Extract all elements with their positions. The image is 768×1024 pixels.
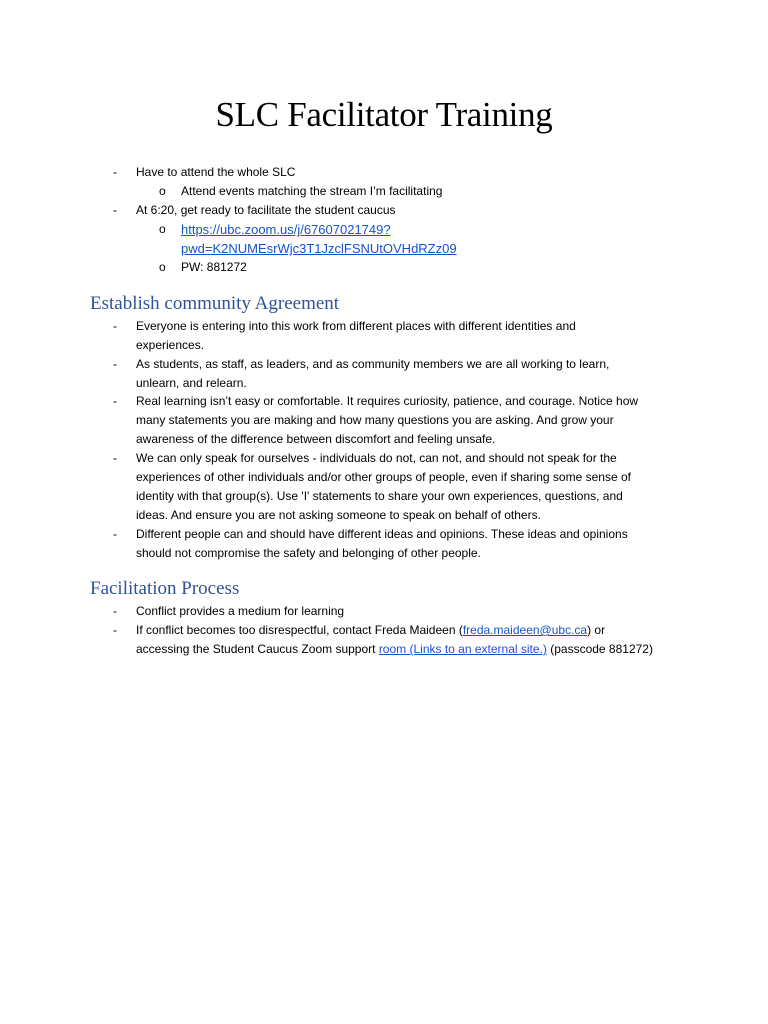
agreement-item-3-line-3: awareness of the difference between discomfort and feeling unsafe.	[136, 432, 496, 446]
bullet-circle: o	[159, 260, 166, 274]
agreement-item-3-line-1: Real learning isn’t easy or comfortable. It requires curiosity, patience, and courage. Notice how	[136, 394, 639, 408]
document-title: SLC Facilitator Training	[215, 95, 553, 134]
agreement-item-4-line-1: We can only speak for ourselves - individuals do not, can not, and should not speak for the	[136, 451, 617, 465]
zoom-support-text: accessing the Student Caucus Zoom support	[136, 642, 379, 656]
bullet-dash: -	[113, 165, 117, 179]
zoom-link-line-1[interactable]: https://ubc.zoom.us/j/67607021749?	[181, 222, 391, 237]
bullet-circle: o	[159, 222, 166, 236]
list-item-facilitate-caucus: At 6:20, get ready to facilitate the student caucus	[136, 203, 396, 217]
contact-text-end: ) or	[587, 623, 606, 637]
bullet-dash: -	[113, 604, 117, 618]
passcode-text: (passcode 881272)	[546, 642, 653, 656]
agreement-item-5-line-1: Different people can and should have different ideas and opinions. These ideas and opinions	[136, 527, 628, 541]
room-link[interactable]: room (Links to an external site.)	[378, 642, 547, 656]
contact-text: If conflict becomes too disrespectful, contact Freda Maideen (	[136, 623, 463, 637]
list-item-attend-events: Attend events matching the stream I’m facilitating	[181, 184, 443, 198]
bullet-dash: -	[113, 203, 117, 217]
bullet-dash: -	[113, 527, 117, 541]
list-item-attend-slc: Have to attend the whole SLC	[136, 165, 296, 179]
heading-community-agreement: Establish community Agreement	[90, 293, 340, 314]
facilitation-item-contact-line-2	[136, 640, 653, 659]
agreement-item-1-line-2: experiences.	[136, 338, 205, 352]
bullet-dash: -	[113, 623, 117, 637]
agreement-item-5-line-2: should not compromise the safety and belonging of other people.	[136, 546, 481, 560]
bullet-dash: -	[113, 319, 117, 333]
bullet-dash: -	[113, 451, 117, 465]
zoom-link-line-2[interactable]: pwd=K2NUMEsrWjc3T1JzclFSNUtOVHdRZz09	[181, 241, 457, 256]
bullet-dash: -	[113, 394, 117, 408]
bullet-dash: -	[113, 357, 117, 371]
list-item-password: PW: 881272	[181, 260, 247, 274]
facilitation-item-contact	[136, 621, 605, 640]
agreement-item-4-line-2: experiences of other individuals and/or other groups of people, even if sharing some sense of	[136, 470, 631, 484]
heading-facilitation-process: Facilitation Process	[90, 578, 240, 599]
agreement-item-4-line-4: ideas. And ensure you are not asking someone to speak on behalf of others.	[136, 508, 541, 522]
agreement-item-2-line-2: unlearn, and relearn.	[136, 376, 247, 390]
agreement-item-4-line-3: identity with that group(s). Use 'I' statements to share your own experiences, questions, and	[136, 489, 623, 503]
agreement-item-3-line-2: many statements you are making and how many questions you are asking. And grow your	[136, 413, 614, 427]
bullet-circle: o	[159, 184, 166, 198]
agreement-item-1-line-1: Everyone is entering into this work from different places with different identities and	[136, 319, 576, 333]
email-link[interactable]: freda.maideen@ubc.ca	[462, 623, 588, 637]
facilitation-item-conflict: Conflict provides a medium for learning	[136, 604, 345, 618]
agreement-item-2-line-1: As students, as staff, as leaders, and as community members we are all working to learn,	[136, 357, 610, 371]
